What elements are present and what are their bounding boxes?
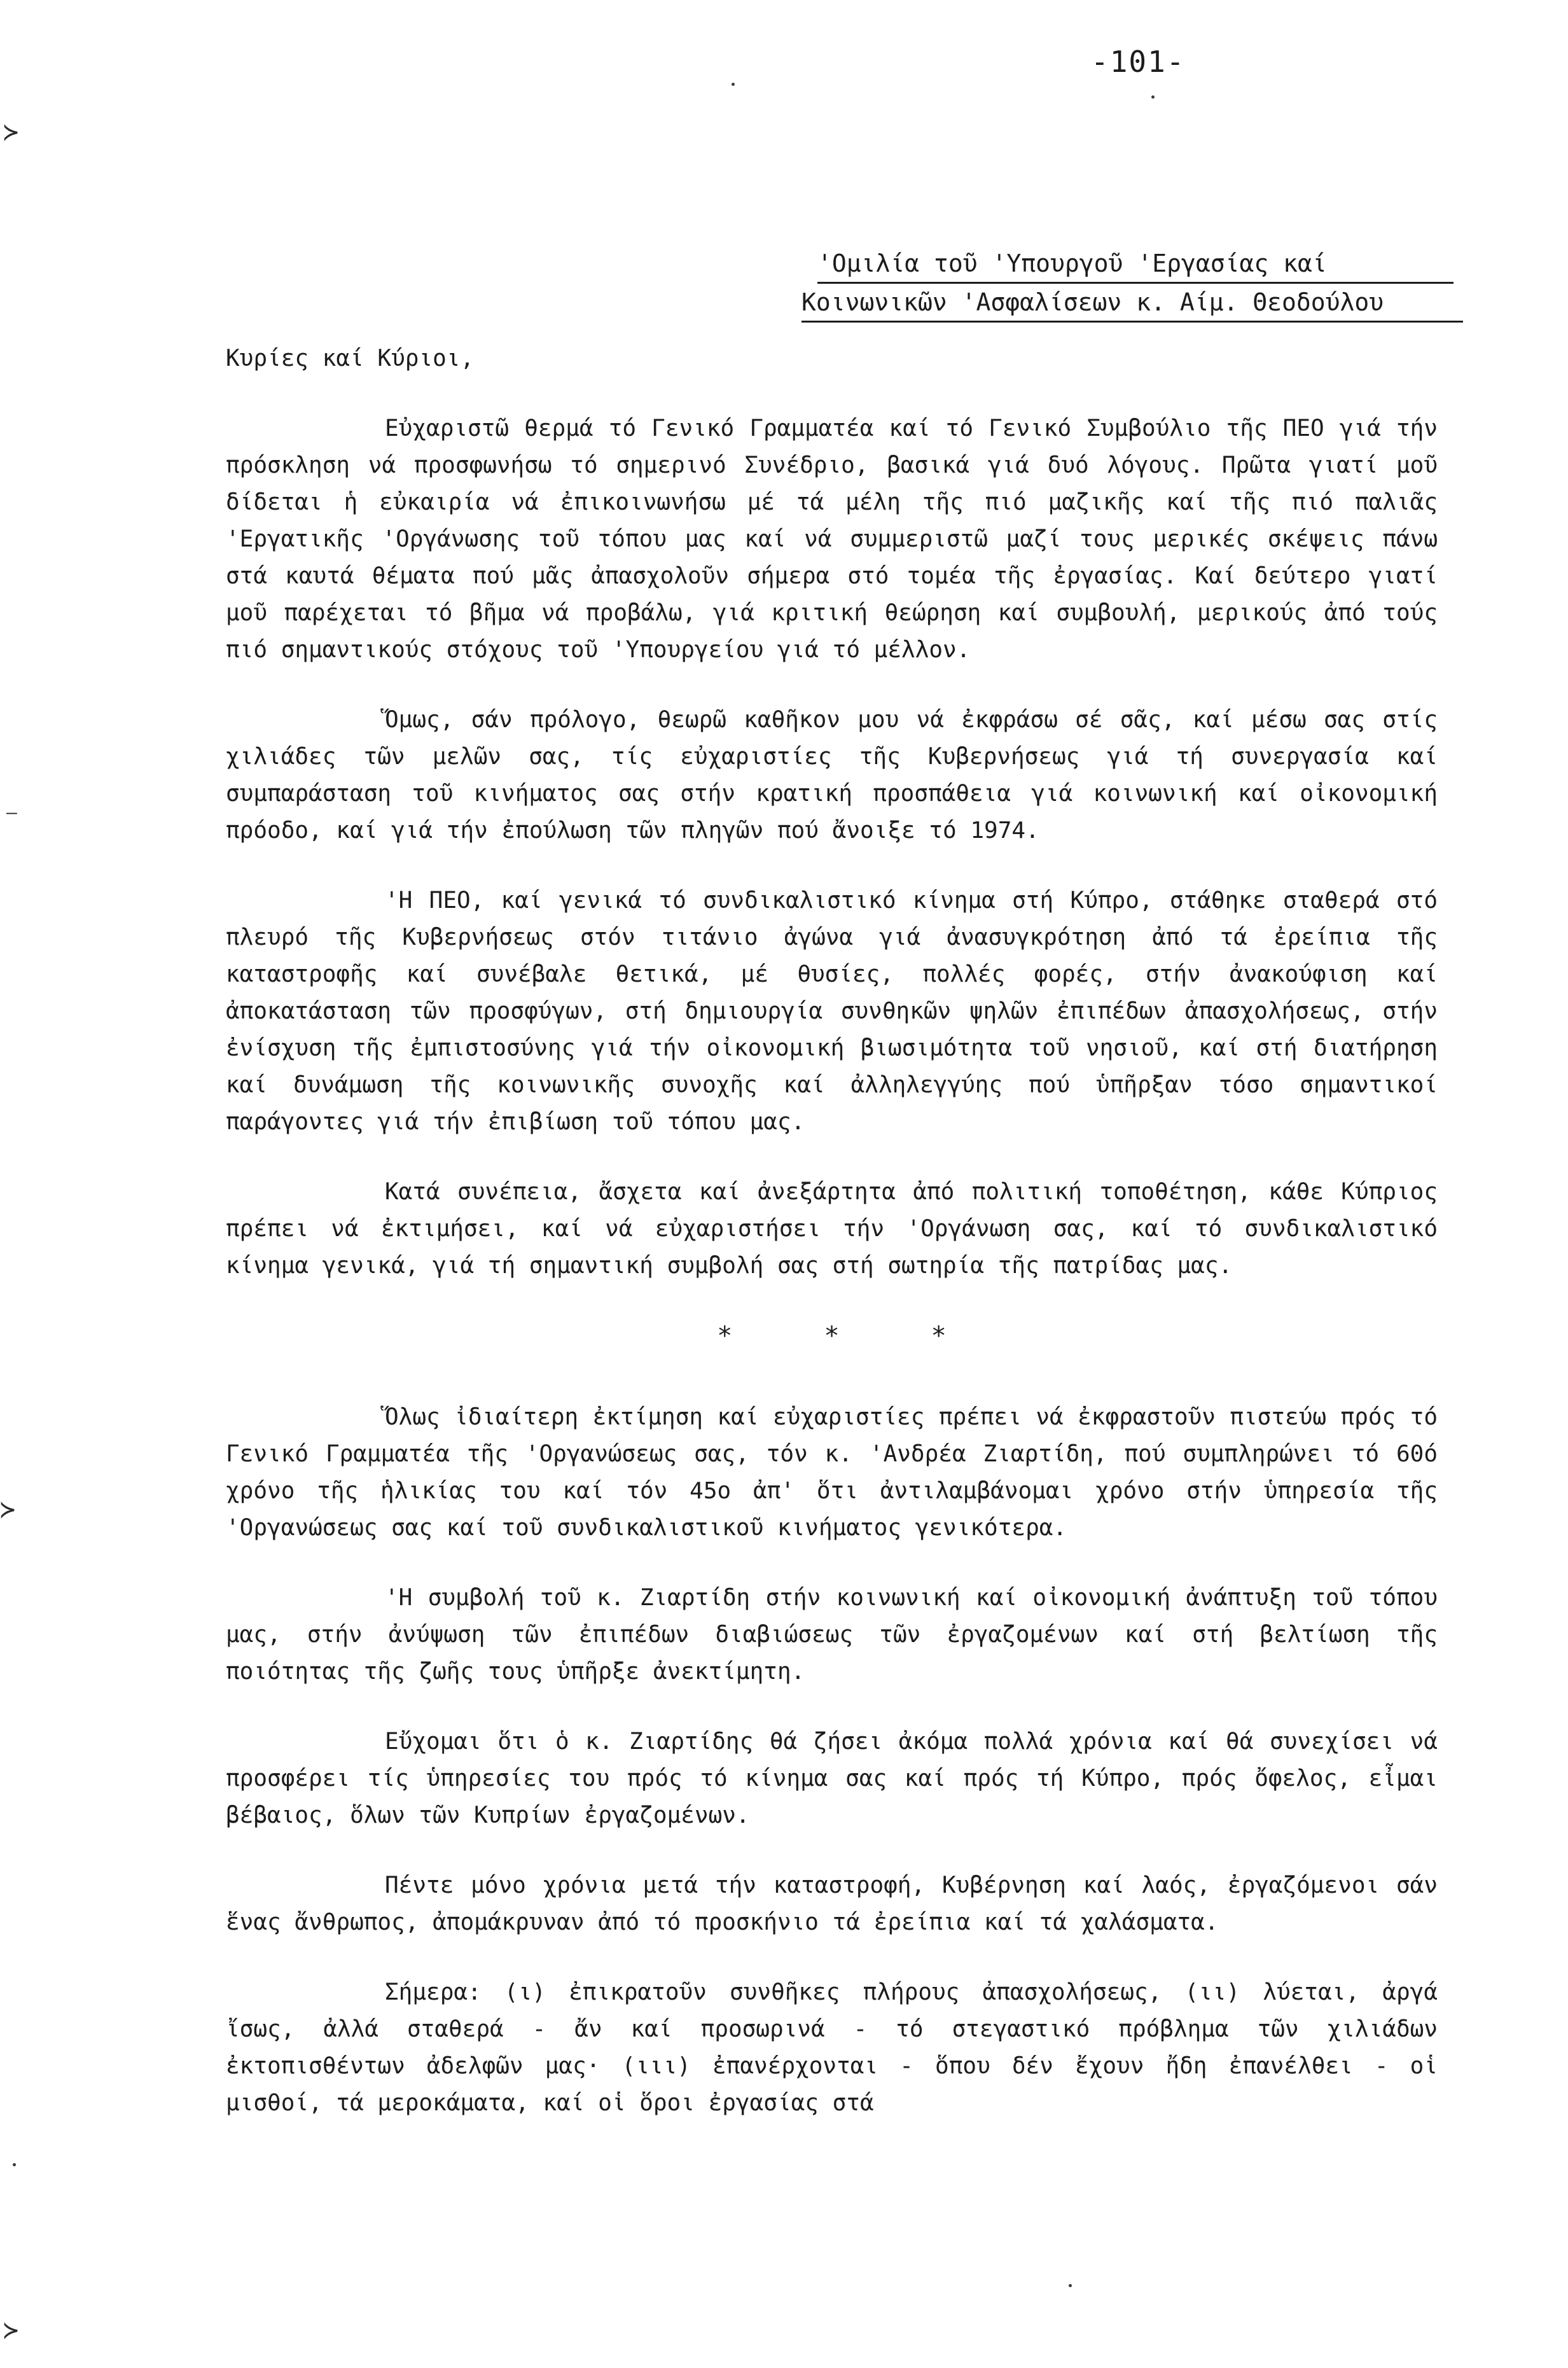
paragraph: Πέντε μόνο χρόνια μετά τήν καταστροφή, Κυβέρνηση καί λαός, ἐργαζόμενοι σάν ἕνας ἄνθρωπος, ἀπομάκρυναν ἀπό τό προσκήνιο τά ἐρείπια καί τά χαλάσματα. [226, 1872, 1438, 1935]
salutation: Κυρίες καί Κύριοι, [226, 345, 475, 372]
title-line-1: 'Ομιλία τοῦ 'Υπουργοῦ 'Εργασίας καί [817, 245, 1454, 284]
scan-speck [1151, 95, 1155, 99]
scan-mark-icon: ≻ [3, 2316, 19, 2345]
scan-mark-icon: — [6, 802, 17, 823]
document-body [226, 340, 1438, 2155]
paragraph: Σήμερα: (ι) ἐπικρατοῦν συνθῆκες πλήρους ἀπασχολήσεως, (ιι) λύεται, ἀργά ἴσως, ἀλλά σταθερά - ἄν καί προσωρινά - τό στεγαστικό πρόβλημα τῶν χιλιάδων ἐκτοπισθέντων ἀδελφῶν μας· (ιιι) ἐπανέρχονται - ὅπου δέν ἔχουν ἤδη ἐπανέλθει - οἱ μισθοί, τά μεροκάματα, καί οἱ ὅροι ἐργασίας στά [226, 1979, 1438, 2116]
paragraph: Κατά συνέπεια, ἄσχετα καί ἀνεξάρτητα ἀπό πολιτική τοποθέτηση, κάθε Κύπριος πρέπει νά ἐκτιμήσει, καί νά εὐχαριστήσει τήν 'Οργάνωση σας, καί τό συνδικαλιστικό κίνημα γενικά, γιά τή σημαντική συμβολή σας στή σωτηρία τῆς πατρίδας μας. [226, 1179, 1438, 1279]
paragraph: Εὐχαριστῶ θερμά τό Γενικό Γραμματέα καί τό Γενικό Συμβούλιο τῆς ΠΕΟ γιά τήν πρόσκληση νά προσφωνήσω τό σημερινό Συνέδριο, βασικά γιά δυό λόγους. Πρῶτα γιατί μοῦ δίδεται ἡ εὐκαιρία νά ἐπικοινωνήσω μέ τά μέλη τῆς πιό μαζικῆς καί τῆς πιό παλιᾶς 'Εργατικῆς 'Οργάνωσης τοῦ τόπου μας καί νά συμμεριστῶ μαζί τους μερικές σκέψεις πάνω στά καυτά θέματα πού μᾶς ἀπασχολοῦν σήμερα στό τομέα τῆς ἐργασίας. Καί δεύτερο γιατί μοῦ παρέχεται τό βῆμα νά προβάλω, γιά κριτική θεώρηση καί συμβουλή, μερικούς ἀπό τούς πιό σημαντικούς στόχους τοῦ 'Υπουργείου γιά τό μέλλον. [226, 415, 1438, 663]
paragraph: Ὅλως ἰδιαίτερη ἐκτίμηση καί εὐχαριστίες πρέπει νά ἐκφραστοῦν πιστεύω πρός τό Γενικό Γραμματέα τῆς 'Οργανώσεως σας, τόν κ. 'Ανδρέα Ζιαρτίδη, πού συμπληρώνει τό 60ό χρόνο τῆς ἡλικίας του καί τόν 45ο ἀπ' ὅτι ἀντιλαμβάνομαι χρόνο στήν ὑπηρεσία τῆς 'Οργανώσεως σας καί τοῦ συνδικαλιστικοῦ κινήματος γενικότερα. [226, 1404, 1438, 1541]
paragraph: Εὔχομαι ὅτι ὁ κ. Ζιαρτίδης θά ζήσει ἀκόμα πολλά χρόνια καί θά συνεχίσει νά προσφέρει τίς ὑπηρεσίες του πρός τό κίνημα σας καί πρός τή Κύπρο, πρός ὄφελος, εἶμαι βέβαιος, ὅλων τῶν Κυπρίων ἐργαζομένων. [226, 1729, 1438, 1828]
scan-mark-icon: ≻ [0, 1495, 16, 1524]
scan-mark-icon: ≻ [3, 118, 19, 147]
paragraph: 'Η ΠΕΟ, καί γενικά τό συνδικαλιστικό κίνημα στή Κύπρο, στάθηκε σταθερά στό πλευρό τῆς Κυβερνήσεως στόν τιτάνιο ἀγώνα γιά ἀνασυγκρότηση ἀπό τά ἐρείπια τῆς καταστροφῆς καί συνέβαλε θετικά, μέ θυσίες, πολλές φορές, στήν ἀνακούφιση καί ἀποκατάσταση τῶν προσφύγων, στή δημιουργία συνθηκῶν ψηλῶν ἐπιπέδων ἀπασχολήσεως, στήν ἐνίσχυση τῆς ἐμπιστοσύνης γιά τήν οἰκονομική βιωσιμότητα τοῦ νησιοῦ, καί στή διατήρηση καί δυνάμωση τῆς κοινωνικῆς συνοχῆς καί ἀλληλεγγύης πού ὑπῆρξαν τόσο σημαντικοί παράγοντες γιά τήν ἐπιβίωση τοῦ τόπου μας. [226, 888, 1438, 1135]
scan-speck [732, 83, 735, 86]
section-separator: * * * [717, 1321, 947, 1351]
speech-title [801, 245, 1476, 323]
title-line-2: Κοινωνικῶν 'Ασφαλίσεων κ. Αίμ. Θεοδούλου [801, 284, 1463, 323]
page-number: -101- [1091, 45, 1186, 79]
paragraph: Ὅμως, σάν πρόλογο, θεωρῶ καθῆκον μου νά ἐκφράσω σέ σᾶς, καί μέσω σας στίς χιλιάδες τῶν μελῶν σας, τίς εὐχαριστίες τῆς Κυβερνήσεως γιά τή συνεργασία καί συμπαράσταση τοῦ κινήματος σας στήν κρατική προσπάθεια γιά κοινωνική καί οἰκονομική πρόοδο, καί γιά τήν ἐπούλωση τῶν πληγῶν πού ἄνοιξε τό 1974. [226, 707, 1438, 844]
scan-speck [13, 2163, 16, 2166]
paragraph: 'Η συμβολή τοῦ κ. Ζιαρτίδη στήν κοινωνική καί οἰκονομική ἀνάπτυξη τοῦ τόπου μας, στήν ἀνύψωση τῶν ἐπιπέδων διαβιώσεως τῶν ἐργαζομένων καί στή βελτίωση τῆς ποιότητας τῆς ζωῆς τους ὑπῆρξε ἀνεκτίμητη. [226, 1585, 1438, 1685]
scan-speck [1069, 2284, 1072, 2287]
